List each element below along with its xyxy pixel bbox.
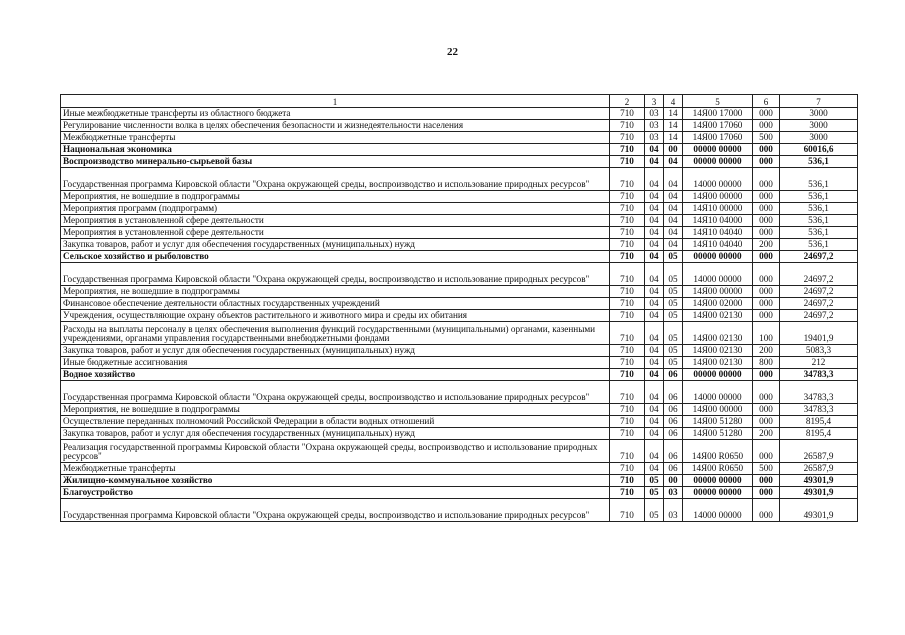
cell-section: 03 [645,108,664,120]
cell-target-article: 14Я00 51280 [683,416,753,428]
cell-admin-code: 710 [610,191,645,203]
cell-expense-type: 000 [753,263,780,286]
cell-section: 04 [645,263,664,286]
cell-section: 04 [645,298,664,310]
cell-target-article: 14Я00 51280 [683,428,753,440]
cell-name: Сельское хозяйство и рыболовство [61,251,610,263]
cell-section: 04 [645,381,664,404]
cell-target-article: 14Я00 00000 [683,191,753,203]
cell-section: 04 [645,144,664,156]
table-row [61,286,858,298]
cell-subsection: 06 [664,404,683,416]
cell-expense-type: 000 [753,156,780,168]
cell-section: 04 [645,215,664,227]
cell-subsection: 06 [664,428,683,440]
cell-name: Государственная программа Кировской области "Охрана окружающей среды, воспроизводство и использование природных ресурсов" [61,263,610,286]
cell-expense-type: 200 [753,428,780,440]
cell-name: Закупка товаров, работ и услуг для обеспечения государственных (муниципальных) нужд [61,239,610,251]
table-row [61,144,858,156]
cell-section: 04 [645,416,664,428]
cell-section: 05 [645,487,664,499]
cell-name: Водное хозяйство [61,369,610,381]
cell-name: Жилищно-коммунальное хозяйство [61,475,610,487]
cell-subsection: 14 [664,132,683,144]
table-row [61,463,858,475]
cell-subsection: 06 [664,381,683,404]
page-number: 22 [447,46,458,58]
cell-expense-type: 200 [753,239,780,251]
table-row [61,440,858,463]
cell-name: Иные бюджетные ассигнования [61,357,610,369]
cell-expense-type: 500 [753,132,780,144]
cell-target-article: 14Я00 17000 [683,108,753,120]
column-header: 6 [753,95,780,108]
table-row [61,369,858,381]
cell-amount: 536,1 [780,156,858,168]
cell-admin-code: 710 [610,203,645,215]
table-row [61,499,858,522]
cell-name: Мероприятия в установленной сфере деятельности [61,227,610,239]
cell-amount: 3000 [780,120,858,132]
cell-section: 05 [645,475,664,487]
cell-admin-code: 710 [610,227,645,239]
cell-amount: 26587,9 [780,463,858,475]
cell-subsection: 05 [664,298,683,310]
cell-amount: 49301,9 [780,487,858,499]
cell-name: Мероприятия, не вошедшие в подпрограммы [61,286,610,298]
cell-name: Учреждения, осуществляющие охрану объектов растительного и животного мира и среды их обитания [61,310,610,322]
cell-name: Финансовое обеспечение деятельности областных государственных учреждений [61,298,610,310]
cell-subsection: 05 [664,251,683,263]
cell-amount: 3000 [780,132,858,144]
cell-name: Закупка товаров, работ и услуг для обеспечения государственных (муниципальных) нужд [61,428,610,440]
cell-admin-code: 710 [610,298,645,310]
cell-target-article: 14000 00000 [683,381,753,404]
cell-amount: 536,1 [780,191,858,203]
cell-amount: 24697,2 [780,263,858,286]
cell-subsection: 03 [664,487,683,499]
cell-section: 03 [645,120,664,132]
cell-section: 04 [645,168,664,191]
cell-expense-type: 000 [753,144,780,156]
table-body [61,108,858,522]
cell-section: 04 [645,428,664,440]
cell-section: 04 [645,191,664,203]
cell-amount: 49301,9 [780,499,858,522]
cell-expense-type: 000 [753,298,780,310]
cell-expense-type: 000 [753,440,780,463]
cell-name: Межбюджетные трансферты [61,463,610,475]
cell-expense-type: 000 [753,108,780,120]
cell-section: 03 [645,132,664,144]
cell-subsection: 04 [664,168,683,191]
cell-subsection: 06 [664,416,683,428]
cell-amount: 26587,9 [780,440,858,463]
cell-target-article: 14Я10 00000 [683,203,753,215]
table-row [61,310,858,322]
cell-name: Мероприятия в установленной сфере деятельности [61,215,610,227]
column-header: 5 [683,95,753,108]
cell-admin-code: 710 [610,263,645,286]
table-row [61,251,858,263]
cell-amount: 34783,3 [780,404,858,416]
cell-section: 04 [645,463,664,475]
cell-subsection: 03 [664,499,683,522]
cell-subsection: 04 [664,191,683,203]
cell-target-article: 00000 00000 [683,144,753,156]
cell-target-article: 14Я10 04000 [683,215,753,227]
table-row [61,357,858,369]
cell-amount: 49301,9 [780,475,858,487]
cell-target-article: 00000 00000 [683,251,753,263]
cell-target-article: 14000 00000 [683,263,753,286]
cell-target-article: 14Я00 00000 [683,404,753,416]
cell-name: Закупка товаров, работ и услуг для обеспечения государственных (муниципальных) нужд [61,345,610,357]
cell-subsection: 05 [664,357,683,369]
cell-amount: 24697,2 [780,251,858,263]
cell-admin-code: 710 [610,440,645,463]
cell-name: Межбюджетные трансферты [61,132,610,144]
cell-amount: 34783,3 [780,381,858,404]
table-row [61,227,858,239]
cell-subsection: 04 [664,239,683,251]
cell-subsection: 04 [664,215,683,227]
table-row [61,345,858,357]
cell-subsection: 04 [664,203,683,215]
cell-subsection: 00 [664,475,683,487]
cell-target-article: 14Я00 R0650 [683,463,753,475]
cell-admin-code: 710 [610,251,645,263]
cell-admin-code: 710 [610,475,645,487]
table-row [61,404,858,416]
cell-target-article: 00000 00000 [683,487,753,499]
cell-subsection: 05 [664,310,683,322]
cell-amount: 536,1 [780,239,858,251]
cell-amount: 3000 [780,108,858,120]
cell-admin-code: 710 [610,404,645,416]
cell-section: 04 [645,322,664,345]
cell-admin-code: 710 [610,215,645,227]
cell-admin-code: 710 [610,144,645,156]
cell-target-article: 14Я00 02130 [683,345,753,357]
cell-subsection: 00 [664,144,683,156]
cell-section: 04 [645,156,664,168]
cell-section: 04 [645,227,664,239]
cell-admin-code: 710 [610,487,645,499]
cell-admin-code: 710 [610,286,645,298]
table-row [61,322,858,345]
cell-expense-type: 000 [753,251,780,263]
column-header: 2 [610,95,645,108]
cell-name: Национальная экономика [61,144,610,156]
cell-expense-type: 000 [753,227,780,239]
column-header: 3 [645,95,664,108]
cell-amount: 8195,4 [780,428,858,440]
cell-amount: 536,1 [780,215,858,227]
cell-expense-type: 000 [753,191,780,203]
cell-name: Реализация государственной программы Кировской области "Охрана окружающей среды, воспроизводство и использование природных ресурсов" [61,440,610,463]
cell-expense-type: 000 [753,487,780,499]
cell-subsection: 05 [664,263,683,286]
table-header-row [61,95,858,108]
cell-amount: 19401,9 [780,322,858,345]
cell-admin-code: 710 [610,345,645,357]
cell-target-article: 14Я00 17060 [683,120,753,132]
cell-section: 04 [645,357,664,369]
cell-expense-type: 000 [753,168,780,191]
cell-subsection: 04 [664,227,683,239]
cell-section: 04 [645,404,664,416]
cell-admin-code: 710 [610,310,645,322]
cell-section: 04 [645,440,664,463]
cell-expense-type: 000 [753,203,780,215]
cell-expense-type: 000 [753,286,780,298]
table-row [61,215,858,227]
cell-section: 04 [645,310,664,322]
cell-subsection: 04 [664,156,683,168]
cell-section: 04 [645,239,664,251]
cell-amount: 24697,2 [780,310,858,322]
cell-target-article: 14Я00 R0650 [683,440,753,463]
cell-name: Мероприятия программ (подпрограмм) [61,203,610,215]
cell-expense-type: 200 [753,345,780,357]
table-row [61,120,858,132]
table-row [61,203,858,215]
cell-expense-type: 100 [753,322,780,345]
table-row [61,381,858,404]
cell-target-article: 00000 00000 [683,156,753,168]
cell-target-article: 14Я00 02130 [683,357,753,369]
cell-name: Воспроизводство минерально-сырьевой базы [61,156,610,168]
cell-admin-code: 710 [610,381,645,404]
cell-expense-type: 500 [753,463,780,475]
cell-target-article: 14Я00 00000 [683,286,753,298]
cell-admin-code: 710 [610,322,645,345]
cell-section: 04 [645,345,664,357]
table-row [61,132,858,144]
cell-amount: 536,1 [780,227,858,239]
cell-expense-type: 000 [753,369,780,381]
cell-name: Государственная программа Кировской области "Охрана окружающей среды, воспроизводство и использование природных ресурсов" [61,499,610,522]
table-row [61,239,858,251]
table-row [61,416,858,428]
cell-admin-code: 710 [610,416,645,428]
cell-name: Регулирование численности волка в целях обеспечения безопасности и жизнедеятельности населения [61,120,610,132]
cell-amount: 536,1 [780,203,858,215]
cell-name: Расходы на выплаты персоналу в целях обеспечения выполнения функций государственными (муниципальными) органами, казенными учреждениями, органами управления государственными внебюджетными фондами [61,322,610,345]
cell-amount: 8195,4 [780,416,858,428]
cell-admin-code: 710 [610,357,645,369]
cell-target-article: 14Я00 02130 [683,322,753,345]
table-row [61,487,858,499]
cell-subsection: 06 [664,440,683,463]
cell-subsection: 05 [664,322,683,345]
cell-name: Осуществление переданных полномочий Российской Федерации в области водных отношений [61,416,610,428]
cell-name: Мероприятия, не вошедшие в подпрограммы [61,191,610,203]
cell-amount: 536,1 [780,168,858,191]
cell-expense-type: 000 [753,381,780,404]
table-row [61,263,858,286]
cell-target-article: 14000 00000 [683,499,753,522]
cell-subsection: 14 [664,120,683,132]
cell-target-article: 14Я10 04040 [683,239,753,251]
cell-expense-type: 000 [753,120,780,132]
cell-admin-code: 710 [610,156,645,168]
cell-admin-code: 710 [610,132,645,144]
cell-name: Мероприятия, не вошедшие в подпрограммы [61,404,610,416]
table-row [61,428,858,440]
cell-target-article: 14000 00000 [683,168,753,191]
cell-amount: 24697,2 [780,286,858,298]
cell-section: 04 [645,251,664,263]
table-row [61,475,858,487]
cell-expense-type: 000 [753,310,780,322]
cell-amount: 5083,3 [780,345,858,357]
cell-name: Государственная программа Кировской области "Охрана окружающей среды, воспроизводство и использование природных ресурсов" [61,381,610,404]
cell-section: 05 [645,499,664,522]
cell-name: Благоустройство [61,487,610,499]
cell-admin-code: 710 [610,108,645,120]
cell-admin-code: 710 [610,428,645,440]
cell-amount: 212 [780,357,858,369]
table-row [61,108,858,120]
cell-subsection: 14 [664,108,683,120]
cell-admin-code: 710 [610,168,645,191]
cell-target-article: 14Я00 02000 [683,298,753,310]
cell-target-article: 00000 00000 [683,369,753,381]
column-header: 7 [780,95,858,108]
cell-name: Иные межбюджетные трансферты из областного бюджета [61,108,610,120]
column-header: 1 [61,95,610,108]
cell-expense-type: 000 [753,499,780,522]
cell-name: Государственная программа Кировской области "Охрана окружающей среды, воспроизводство и использование природных ресурсов" [61,168,610,191]
cell-section: 04 [645,369,664,381]
cell-amount: 34783,3 [780,369,858,381]
cell-subsection: 05 [664,345,683,357]
cell-target-article: 14Я00 02130 [683,310,753,322]
cell-subsection: 06 [664,463,683,475]
cell-amount: 24697,2 [780,298,858,310]
cell-target-article: 14Я00 17060 [683,132,753,144]
cell-expense-type: 000 [753,475,780,487]
cell-amount: 60016,6 [780,144,858,156]
cell-section: 04 [645,286,664,298]
cell-target-article: 00000 00000 [683,475,753,487]
cell-expense-type: 000 [753,416,780,428]
cell-expense-type: 800 [753,357,780,369]
cell-admin-code: 710 [610,463,645,475]
cell-admin-code: 710 [610,120,645,132]
table-row [61,298,858,310]
column-header: 4 [664,95,683,108]
cell-section: 04 [645,203,664,215]
cell-admin-code: 710 [610,369,645,381]
table-row [61,156,858,168]
cell-expense-type: 000 [753,215,780,227]
cell-expense-type: 000 [753,404,780,416]
table-row [61,168,858,191]
budget-table [60,94,858,522]
cell-admin-code: 710 [610,499,645,522]
cell-target-article: 14Я10 04040 [683,227,753,239]
cell-subsection: 06 [664,369,683,381]
cell-subsection: 05 [664,286,683,298]
cell-admin-code: 710 [610,239,645,251]
table-row [61,191,858,203]
